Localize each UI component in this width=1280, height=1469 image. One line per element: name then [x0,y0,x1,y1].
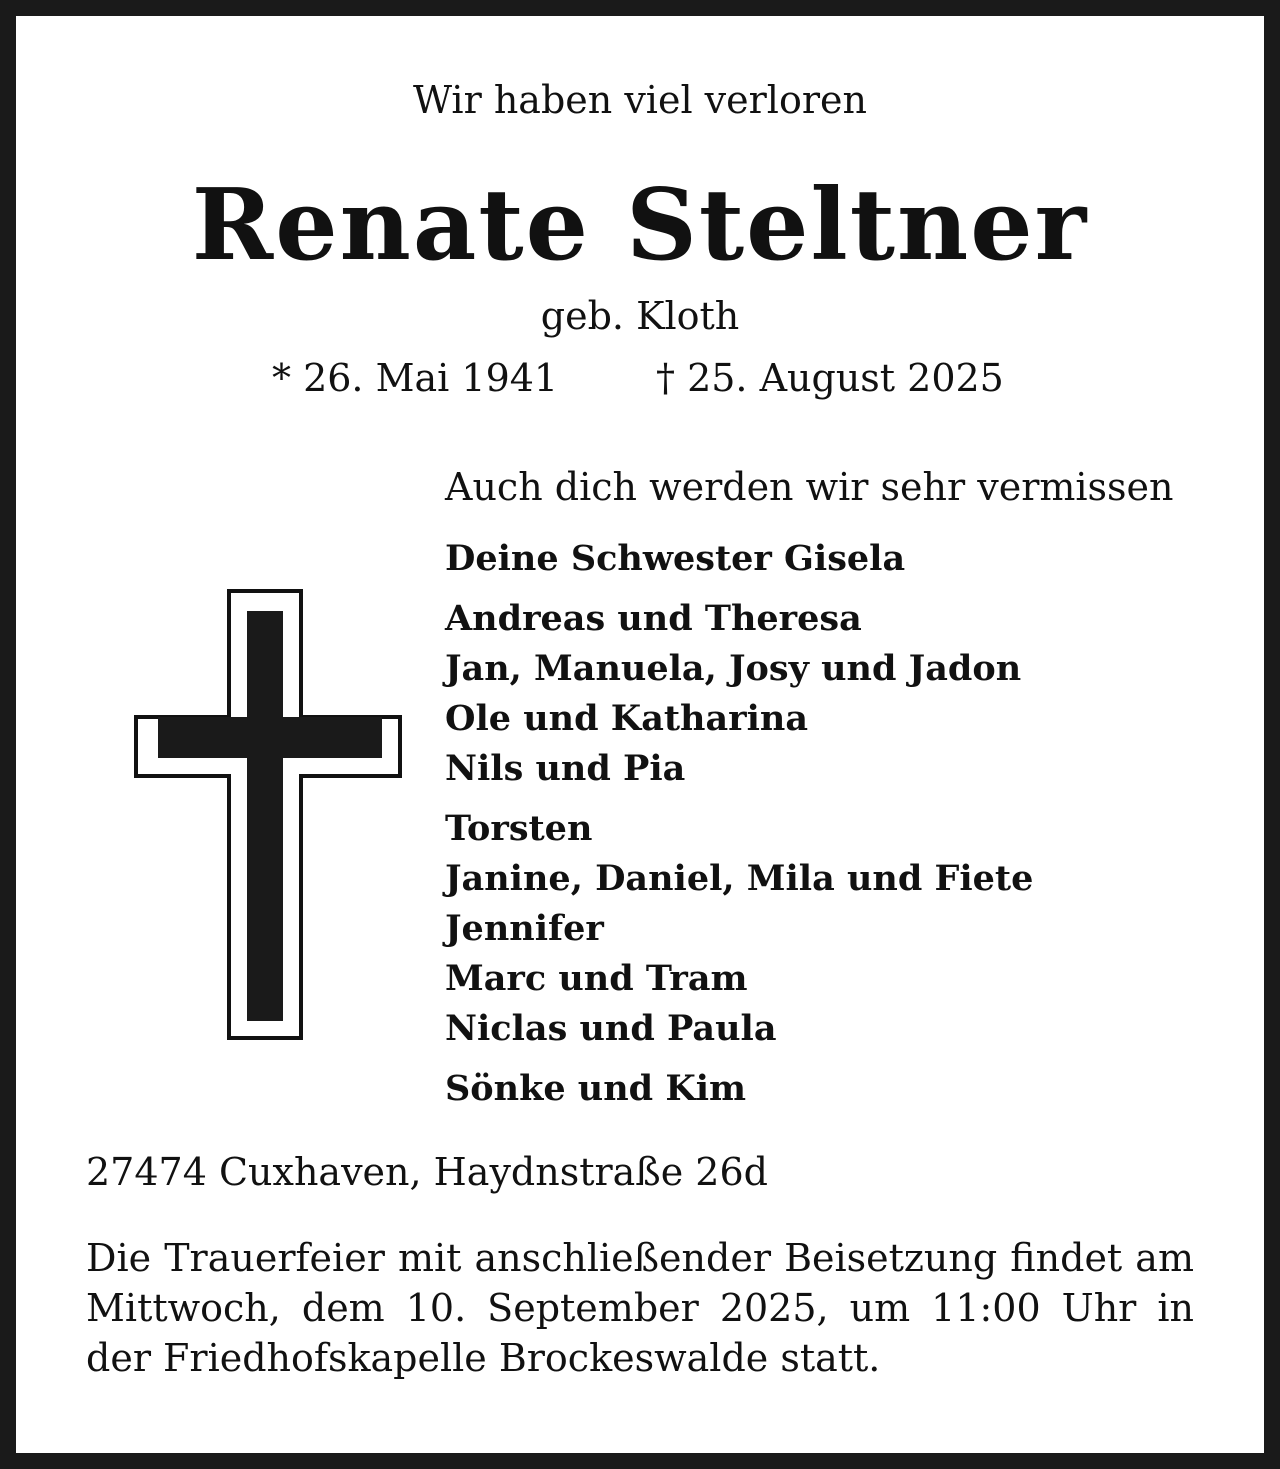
funeral-notice: Die Trauerfeier mit anschließender Beisetzung findet am Mittwoch, dem 10. September 2025, um 11:00 Uhr in der Friedhofskapelle Brockeswalde statt. [86,1236,1194,1380]
deceased-name: Renate Steltner [191,168,1089,283]
mourner-group [445,1064,1033,1114]
mourner-line: Janine, Daniel, Mila und Fiete [445,858,1034,899]
latin-cross-icon [134,589,402,1041]
mourner-line: Deine Schwester Gisela [445,538,906,579]
address: 27474 Cuxhaven, Haydnstraße 26d [86,1150,768,1194]
mourner-line: Sönke und Kim [445,1068,747,1109]
mourner-line: Niclas und Paula [445,1008,777,1049]
mourner-line: Nils und Pia [445,748,686,789]
mourners-list [445,534,1033,1114]
mourner-line: Jan, Manuela, Josy und Jadon [445,648,1022,689]
birth-date: * 26. Mai 1941 [272,356,559,400]
mourner-group [445,534,1033,584]
maiden-name: geb. Kloth [540,294,740,338]
death-date: † 25. August 2025 [656,356,1004,400]
mourner-group [445,594,1033,794]
mourner-line: Torsten [445,808,593,849]
intro-line: Wir haben viel verloren [413,78,867,122]
mourner-line: Andreas und Theresa [445,598,862,639]
mourner-line: Marc und Tram [445,958,748,999]
mourner-line: Jennifer [445,908,604,949]
mourner-group [445,804,1033,1054]
mourner-line: Ole und Katharina [445,698,809,739]
farewell-line: Auch dich werden wir sehr vermissen [445,465,1174,509]
